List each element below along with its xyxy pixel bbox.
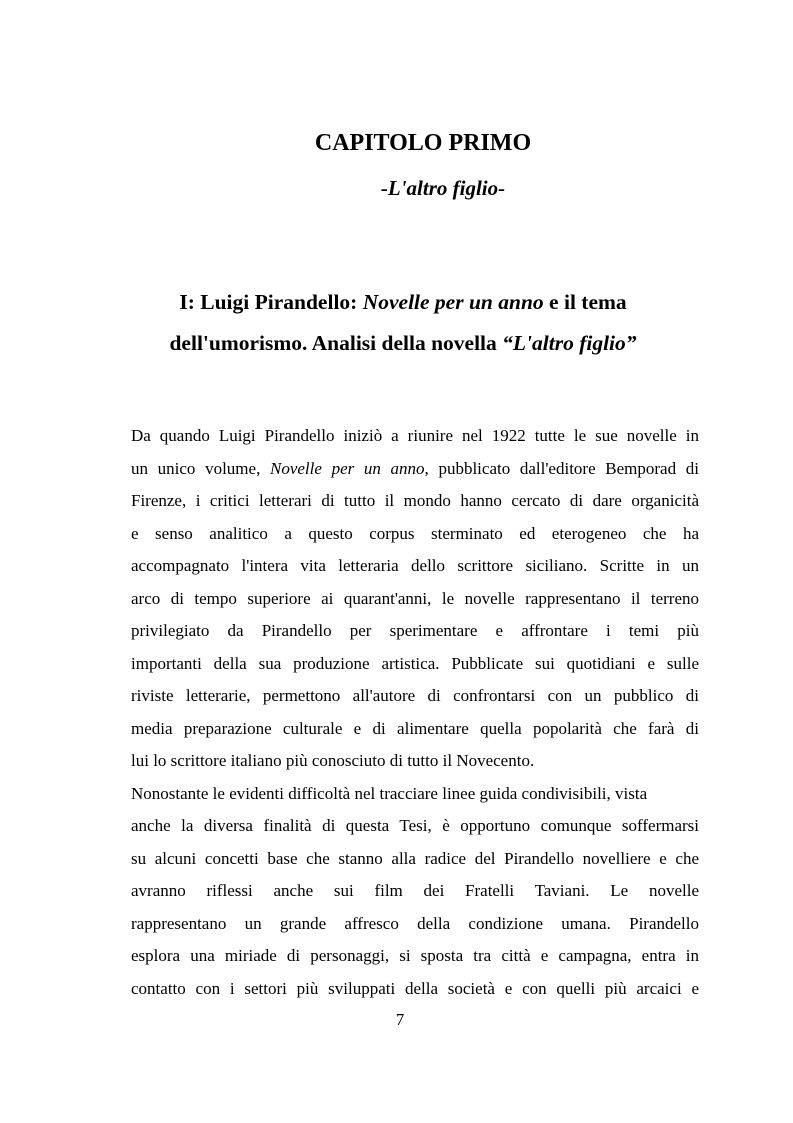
text-line: arco di tempo superiore ai quarant'anni, le novelle rappresentano il terreno [131,588,699,608]
text-line: e senso analitico a questo corpus sterminato ed eterogeneo che ha [131,523,699,543]
text-line: anche la diversa finalità di questa Tesi, è opportuno comunque soffermarsi [131,816,699,835]
text-line: media preparazione culturale e di alimentare quella popolarità che farà di [131,718,699,738]
text-line: avranno riflessi anche sui film dei Fratelli Taviani. Le novelle [131,881,699,900]
text-line: Nonostante le evidenti difficoltà nel tracciare linee guida condivisibili, vista [131,783,648,803]
chapter-subtitle: -L'altro figlio- [380,176,506,200]
chapter-title: CAPITOLO PRIMO [314,130,532,156]
novella-title: “L'altro figlio” [502,331,637,355]
text-line: su alcuni concetti base che stanno alla radice del Pirandello novelliere e che [131,848,699,868]
text-line: riviste letterarie, permettono all'autore di confrontarsi con un pubblico di [131,686,699,705]
text-line: Firenze, i critici letterari di tutto il mondo hanno cercato di dare organicità [131,491,699,510]
page-number: 7 [395,1010,405,1029]
text-line: lui lo scrittore italiano più conosciuto di tutto il Novecento. [131,751,535,770]
text-line: privilegiato da Pirandello per sperimentare e affrontare i temi più [131,621,699,640]
section-heading [100,282,706,364]
section-heading-line-2: dell'umorismo. Analisi della novella “L'altro figlio” [169,331,637,355]
text-line: accompagnato l'intera vita letteraria dello scrittore siciliano. Scritte in un [131,556,699,575]
text-line: esplora una miriade di personaggi, si sposta tra città e campagna, entra in [131,946,699,965]
text-line: rappresentano un grande affresco della condizione umana. Pirandello [131,913,699,933]
text-line: un unico volume, Novelle per un anno, pubblicato dall'editore Bemporad di [131,458,699,478]
book-title: Novelle per un anno [362,290,544,314]
book-title-inline: Novelle per un anno [269,458,425,478]
text-line: contatto con i settori più sviluppati della società e con quelli più arcaici e [131,978,699,998]
section-heading-line-1: I: Luigi Pirandello: Novelle per un anno e il tema [179,290,627,314]
text-line: Da quando Luigi Pirandello iniziò a riunire nel 1922 tutte le sue novelle in [131,426,699,445]
text-line: importanti della sua produzione artistica. Pubblicate sui quotidiani e sulle [131,653,699,673]
body-text [131,420,699,1005]
